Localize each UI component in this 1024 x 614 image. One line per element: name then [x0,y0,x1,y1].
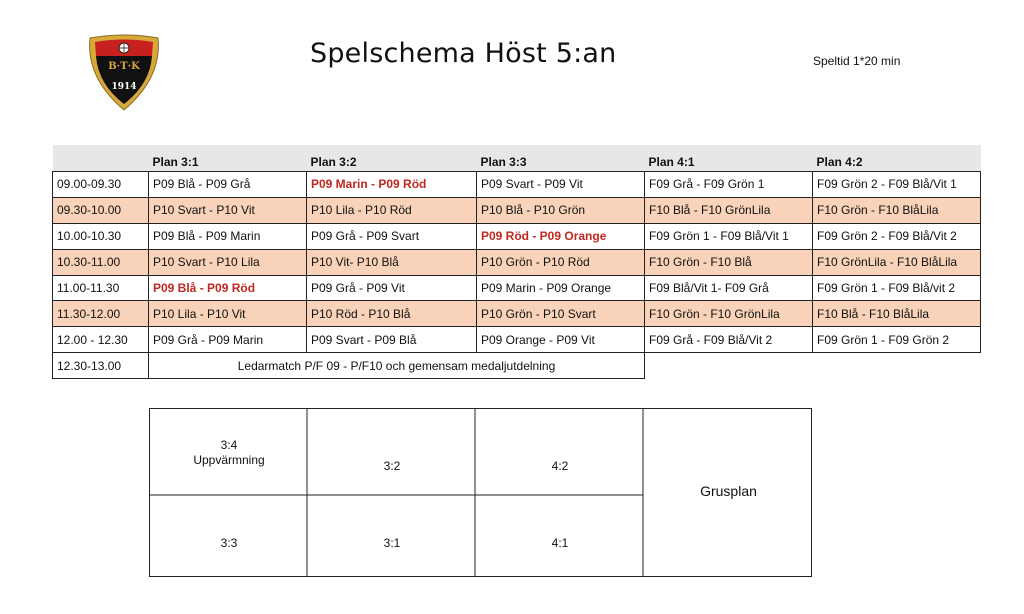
table-row-final [53,353,981,379]
game-cell: P09 Marin - P09 Röd [307,172,477,198]
game-cell: P10 Svart - P10 Lila [149,249,307,275]
game-cell: F09 Blå/Vit 1- F09 Grå [645,275,813,301]
game-cell: P09 Blå - P09 Marin [149,223,307,249]
game-cell: F09 Grå - F09 Blå/Vit 2 [645,327,813,353]
header-cell-plan-3-2: Plan 3:2 [307,145,477,172]
time-cell: 12.00 - 12.30 [53,327,149,353]
time-cell: 10.00-10.30 [53,223,149,249]
game-cell: P10 Lila - P10 Röd [307,197,477,223]
game-cell: P09 Blå - P09 Grå [149,172,307,198]
game-cell: P10 Blå - P10 Grön [477,197,645,223]
field-3-2-label: 3:2 [383,459,401,473]
field-grusplan [644,409,813,573]
field-3-1-label: 3:1 [383,536,401,550]
table-row [53,172,981,198]
game-cell: P09 Blå - P09 Röd [149,275,307,301]
time-cell: 11.30-12.00 [53,301,149,327]
game-cell: P09 Grå - P09 Marin [149,327,307,353]
empty-cell [645,353,981,379]
game-cell: F09 Grå - F09 Grön 1 [645,172,813,198]
table-row [53,197,981,223]
field-grusplan-label: Grusplan [700,482,757,499]
game-cell: P10 Grön - P10 Röd [477,249,645,275]
field-4-1-label: 4:1 [551,536,569,550]
game-cell: F09 Grön 1 - F09 Blå/Vit 1 [645,223,813,249]
game-cell: F09 Grön 2 - F09 Blå/Vit 2 [813,223,981,249]
game-cell: P09 Grå - P09 Vit [307,275,477,301]
header-cell-time [53,145,149,172]
game-cell: F09 Grön 1 - F09 Grön 2 [813,327,981,353]
field-3-1 [308,496,476,591]
header-cell-plan-3-3: Plan 3:3 [477,145,645,172]
table-row [53,301,981,327]
header-cell-plan-4-1: Plan 4:1 [645,145,813,172]
game-cell: F09 Grön 1 - F09 Blå/vit 2 [813,275,981,301]
game-cell: F10 Blå - F10 GrönLila [645,197,813,223]
game-cell: F09 Grön 2 - F09 Blå/Vit 1 [813,172,981,198]
game-cell: P09 Svart - P09 Vit [477,172,645,198]
svg-text:1914: 1914 [111,82,137,92]
table-header-row [53,145,981,172]
game-cell: F10 Grön - F10 GrönLila [645,301,813,327]
time-cell: 12.30-13.00 [53,353,149,379]
field-4-1 [476,496,644,591]
game-cell: P09 Orange - P09 Vit [477,327,645,353]
header-cell-plan-4-2: Plan 4:2 [813,145,981,172]
club-logo [86,34,162,112]
game-cell: P10 Vit- P10 Blå [307,249,477,275]
time-cell: 11.00-11.30 [53,275,149,301]
field-map [149,408,812,577]
field-3-4-sublabel: Uppvärmning [193,452,265,467]
field-3-4-label: 3:4 [220,437,238,452]
game-cell: F10 Blå - F10 BlåLila [813,301,981,327]
field-3-3-label: 3:3 [220,536,238,550]
time-cell: 10.30-11.00 [53,249,149,275]
field-3-4 [150,409,308,496]
game-cell: P09 Marin - P09 Orange [477,275,645,301]
page-title: Spelschema Höst 5:an [310,38,617,69]
game-cell: F10 Grön - F10 BlåLila [813,197,981,223]
game-cell: P10 Grön - P10 Svart [477,301,645,327]
game-cell: F10 Grön - F10 Blå [645,249,813,275]
svg-text:B·T·K: B·T·K [108,61,140,72]
play-time-note: Speltid 1*20 min [813,54,901,68]
table-row [53,327,981,353]
header-cell-plan-3-1: Plan 3:1 [149,145,307,172]
game-cell: F10 GrönLila - F10 BlåLila [813,249,981,275]
game-cell: P10 Röd - P10 Blå [307,301,477,327]
time-cell: 09.00-09.30 [53,172,149,198]
game-cell: P10 Svart - P10 Vit [149,197,307,223]
time-cell: 09.30-10.00 [53,197,149,223]
game-cell: P09 Röd - P09 Orange [477,223,645,249]
field-3-3 [150,496,308,591]
field-4-2-label: 4:2 [551,459,569,473]
schedule-table [52,145,981,379]
table-row [53,275,981,301]
table-row [53,249,981,275]
game-cell: P10 Lila - P10 Vit [149,301,307,327]
game-cell: P09 Grå - P09 Svart [307,223,477,249]
game-cell: P09 Svart - P09 Blå [307,327,477,353]
table-row [53,223,981,249]
final-event-cell: Ledarmatch P/F 09 - P/F10 och gemensam medaljutdelning [149,353,645,379]
